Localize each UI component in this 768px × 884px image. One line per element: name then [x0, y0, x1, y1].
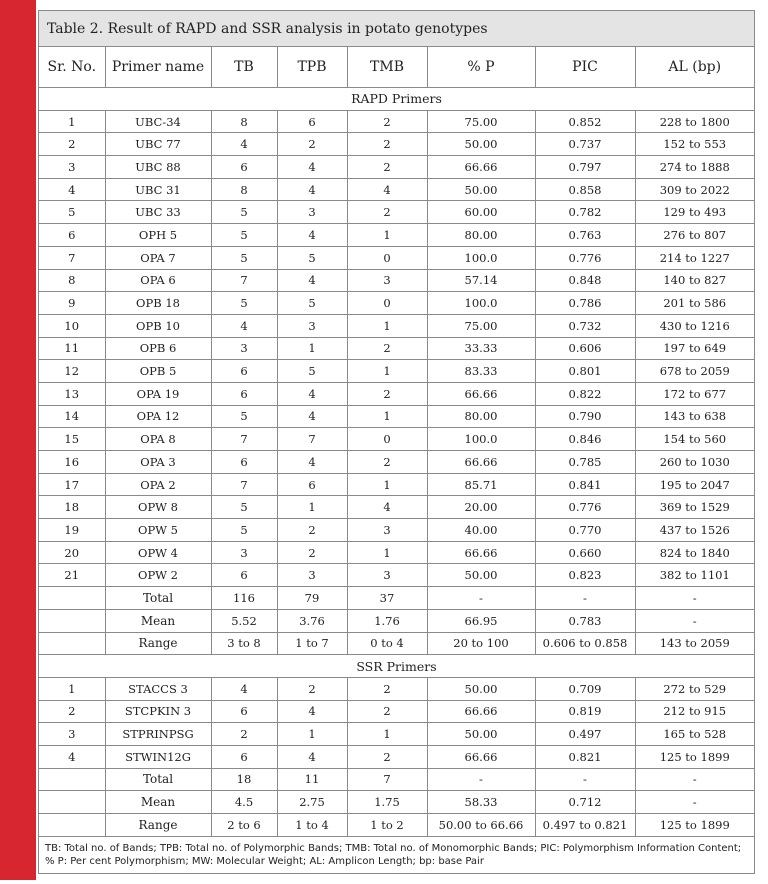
table-cell: 5	[211, 405, 277, 428]
table-cell: 20	[39, 541, 105, 564]
table-row	[39, 745, 754, 768]
table-cell: 40.00	[427, 519, 535, 542]
table-cell: 4	[277, 745, 347, 768]
table-cell: 4	[39, 178, 105, 201]
table-cell: 1	[347, 473, 427, 496]
table-cell: 1	[39, 110, 105, 133]
table-caption: Table 2. Result of RAPD and SSR analysis in potato genotypes	[39, 11, 754, 47]
table-cell: 0.786	[535, 292, 635, 315]
table-cell: 0.732	[535, 314, 635, 337]
table-cell: 7	[277, 428, 347, 451]
table-cell: 5	[277, 292, 347, 315]
summary-cell: -	[635, 609, 754, 632]
table-cell: 0.785	[535, 451, 635, 474]
table-cell: OPA 12	[105, 405, 211, 428]
summary-cell: 1 to 7	[277, 632, 347, 655]
table-cell: 5	[211, 496, 277, 519]
table-cell: 7	[211, 473, 277, 496]
summary-cell: 58.33	[427, 791, 535, 814]
table-cell: 197 to 649	[635, 337, 754, 360]
table-cell: 0.801	[535, 360, 635, 383]
summary-cell: 50.00 to 66.66	[427, 814, 535, 837]
red-accent-bar	[0, 0, 36, 880]
table-cell: 80.00	[427, 224, 535, 247]
table-cell: 5	[211, 246, 277, 269]
table-cell: 6	[211, 382, 277, 405]
table-cell: 50.00	[427, 178, 535, 201]
table-cell: 430 to 1216	[635, 314, 754, 337]
table-cell: 0.497	[535, 723, 635, 746]
table-cell: 100.0	[427, 428, 535, 451]
summary-cell: 0 to 4	[347, 632, 427, 655]
table-row	[39, 156, 754, 179]
table-cell: 50.00	[427, 723, 535, 746]
table-cell: 11	[39, 337, 105, 360]
table-cell: 3	[211, 541, 277, 564]
col-header-sr-no: Sr. No.	[39, 47, 105, 88]
table-cell: 2	[277, 677, 347, 700]
table-cell: 100.0	[427, 292, 535, 315]
table-cell: STACCS 3	[105, 677, 211, 700]
summary-label: Mean	[105, 791, 211, 814]
table-cell: 4	[277, 224, 347, 247]
table-cell: 0.660	[535, 541, 635, 564]
table-cell: 212 to 915	[635, 700, 754, 723]
table-cell: 272 to 529	[635, 677, 754, 700]
table-cell: 4	[277, 451, 347, 474]
summary-cell: 0.497 to 0.821	[535, 814, 635, 837]
table-cell: 143 to 638	[635, 405, 754, 428]
table-row	[39, 496, 754, 519]
table-cell: 17	[39, 473, 105, 496]
summary-row	[39, 814, 754, 837]
blank-cell	[39, 814, 105, 837]
table-panel	[38, 10, 755, 874]
summary-cell: 116	[211, 587, 277, 610]
table-cell: 309 to 2022	[635, 178, 754, 201]
blank-cell	[39, 791, 105, 814]
results-table	[39, 47, 754, 837]
table-row	[39, 428, 754, 451]
summary-cell: 2.75	[277, 791, 347, 814]
table-cell: 5	[211, 519, 277, 542]
summary-cell: -	[635, 587, 754, 610]
blank-cell	[39, 768, 105, 791]
summary-cell: 0.712	[535, 791, 635, 814]
table-cell: STWIN12G	[105, 745, 211, 768]
table-cell: 2	[347, 677, 427, 700]
col-header-percent-p: % P	[427, 47, 535, 88]
table-cell: 172 to 677	[635, 382, 754, 405]
summary-cell: 5.52	[211, 609, 277, 632]
table-cell: 2	[347, 156, 427, 179]
table-cell: 4	[211, 677, 277, 700]
table-cell: OPB 6	[105, 337, 211, 360]
summary-cell: -	[427, 768, 535, 791]
header-row	[39, 47, 754, 88]
table-cell: 129 to 493	[635, 201, 754, 224]
table-cell: OPW 4	[105, 541, 211, 564]
summary-cell: 37	[347, 587, 427, 610]
table-row	[39, 337, 754, 360]
summary-cell: 20 to 100	[427, 632, 535, 655]
table-row	[39, 700, 754, 723]
table-cell: 75.00	[427, 110, 535, 133]
table-cell: 4	[347, 496, 427, 519]
table-cell: 6	[211, 700, 277, 723]
table-cell: 1	[347, 541, 427, 564]
table-cell: 274 to 1888	[635, 156, 754, 179]
table-cell: 0.709	[535, 677, 635, 700]
table-cell: 66.66	[427, 700, 535, 723]
table-row	[39, 451, 754, 474]
table-cell: 0.852	[535, 110, 635, 133]
col-header-al: AL (bp)	[635, 47, 754, 88]
table-cell: 2	[277, 541, 347, 564]
table-cell: 8	[39, 269, 105, 292]
table-cell: 0.848	[535, 269, 635, 292]
table-cell: 15	[39, 428, 105, 451]
summary-cell: 0.783	[535, 609, 635, 632]
table-cell: 4	[347, 178, 427, 201]
table-row	[39, 382, 754, 405]
table-cell: 7	[39, 246, 105, 269]
table-row	[39, 201, 754, 224]
table-cell: 437 to 1526	[635, 519, 754, 542]
table-cell: 824 to 1840	[635, 541, 754, 564]
table-cell: 1	[347, 224, 427, 247]
table-cell: UBC 33	[105, 201, 211, 224]
table-cell: 6	[211, 360, 277, 383]
table-cell: 3	[347, 519, 427, 542]
col-header-tmb: TMB	[347, 47, 427, 88]
table-cell: 19	[39, 519, 105, 542]
table-cell: 5	[211, 292, 277, 315]
col-header-primer-name: Primer name	[105, 47, 211, 88]
summary-label: Total	[105, 587, 211, 610]
table-cell: 140 to 827	[635, 269, 754, 292]
table-cell: 4	[277, 156, 347, 179]
table-row	[39, 473, 754, 496]
summary-row	[39, 632, 754, 655]
table-cell: 83.33	[427, 360, 535, 383]
table-cell: 50.00	[427, 133, 535, 156]
summary-label: Range	[105, 632, 211, 655]
summary-cell: 3.76	[277, 609, 347, 632]
summary-cell: 125 to 1899	[635, 814, 754, 837]
table-cell: 12	[39, 360, 105, 383]
section-title: RAPD Primers	[39, 88, 754, 111]
table-cell: 165 to 528	[635, 723, 754, 746]
summary-cell: -	[427, 587, 535, 610]
table-cell: STCPKIN 3	[105, 700, 211, 723]
table-row	[39, 564, 754, 587]
summary-cell: -	[535, 587, 635, 610]
table-cell: 0.841	[535, 473, 635, 496]
table-cell: 80.00	[427, 405, 535, 428]
table-cell: 2	[347, 133, 427, 156]
summary-cell: 1.76	[347, 609, 427, 632]
summary-cell: 0.606 to 0.858	[535, 632, 635, 655]
table-cell: 5	[39, 201, 105, 224]
col-header-tpb: TPB	[277, 47, 347, 88]
table-cell: 6	[211, 156, 277, 179]
table-cell: 20.00	[427, 496, 535, 519]
table-cell: 4	[277, 700, 347, 723]
summary-cell: 7	[347, 768, 427, 791]
table-cell: 6	[39, 224, 105, 247]
table-cell: 66.66	[427, 451, 535, 474]
table-cell: 2	[347, 382, 427, 405]
table-cell: 9	[39, 292, 105, 315]
table-cell: OPA 2	[105, 473, 211, 496]
table-row	[39, 360, 754, 383]
table-row	[39, 178, 754, 201]
table-cell: 2	[347, 700, 427, 723]
table-cell: OPW 5	[105, 519, 211, 542]
table-cell: 2	[347, 201, 427, 224]
table-cell: 50.00	[427, 677, 535, 700]
table-cell: UBC 88	[105, 156, 211, 179]
table-cell: 2	[347, 745, 427, 768]
table-cell: 1	[277, 723, 347, 746]
table-cell: 3	[211, 337, 277, 360]
summary-row	[39, 768, 754, 791]
table-body	[39, 88, 754, 837]
table-row	[39, 269, 754, 292]
table-cell: 8	[211, 110, 277, 133]
table-cell: 5	[277, 246, 347, 269]
table-cell: 6	[277, 473, 347, 496]
table-cell: 3	[39, 156, 105, 179]
summary-cell: 1.75	[347, 791, 427, 814]
table-cell: OPH 5	[105, 224, 211, 247]
table-cell: OPA 6	[105, 269, 211, 292]
table-cell: 14	[39, 405, 105, 428]
table-row	[39, 314, 754, 337]
table-cell: 0.819	[535, 700, 635, 723]
table-cell: 1	[277, 496, 347, 519]
table-cell: 75.00	[427, 314, 535, 337]
table-cell: 0.782	[535, 201, 635, 224]
section-header-row	[39, 88, 754, 111]
table-cell: 10	[39, 314, 105, 337]
table-cell: 2	[347, 337, 427, 360]
table-cell: 0.776	[535, 496, 635, 519]
table-cell: 0.737	[535, 133, 635, 156]
table-cell: STPRINPSG	[105, 723, 211, 746]
table-row	[39, 677, 754, 700]
summary-cell: 4.5	[211, 791, 277, 814]
table-cell: 1	[39, 677, 105, 700]
table-cell: 60.00	[427, 201, 535, 224]
table-cell: 85.71	[427, 473, 535, 496]
table-cell: 0.858	[535, 178, 635, 201]
table-cell: 678 to 2059	[635, 360, 754, 383]
table-row	[39, 110, 754, 133]
table-cell: 1	[347, 723, 427, 746]
table-cell: OPA 8	[105, 428, 211, 451]
summary-row	[39, 791, 754, 814]
table-cell: 6	[211, 745, 277, 768]
summary-cell: 66.95	[427, 609, 535, 632]
table-cell: 3	[277, 201, 347, 224]
table-cell: 66.66	[427, 745, 535, 768]
table-cell: OPB 18	[105, 292, 211, 315]
table-cell: 3	[277, 564, 347, 587]
table-cell: 4	[277, 178, 347, 201]
table-cell: 2	[347, 451, 427, 474]
table-cell: 3	[277, 314, 347, 337]
table-cell: 1	[347, 314, 427, 337]
table-cell: 0.822	[535, 382, 635, 405]
table-row	[39, 723, 754, 746]
table-footnote: TB: Total no. of Bands; TPB: Total no. of Polymorphic Bands; TMB: Total no. of Monomorphic Bands; PIC: Polymorphism Information Content; % P: Per cent Polymorphism; MW: Molecular Weight; AL: Amplicon Length; bp: base Pair	[45, 842, 742, 867]
table-cell: 4	[277, 382, 347, 405]
table-cell: OPW 2	[105, 564, 211, 587]
table-cell: 369 to 1529	[635, 496, 754, 519]
table-cell: 214 to 1227	[635, 246, 754, 269]
table-cell: 6	[211, 451, 277, 474]
table-cell: 8	[211, 178, 277, 201]
table-cell: OPB 10	[105, 314, 211, 337]
section-title: SSR Primers	[39, 655, 754, 678]
table-cell: 0.606	[535, 337, 635, 360]
table-cell: OPA 3	[105, 451, 211, 474]
section-header-row	[39, 655, 754, 678]
table-cell: 7	[211, 269, 277, 292]
table-cell: 3	[347, 269, 427, 292]
table-cell: 382 to 1101	[635, 564, 754, 587]
summary-label: Range	[105, 814, 211, 837]
table-cell: 66.66	[427, 541, 535, 564]
table-cell: 260 to 1030	[635, 451, 754, 474]
summary-cell: -	[635, 768, 754, 791]
table-cell: 66.66	[427, 382, 535, 405]
table-row	[39, 292, 754, 315]
table-cell: 2	[277, 519, 347, 542]
table-cell: OPA 19	[105, 382, 211, 405]
table-row	[39, 246, 754, 269]
table-cell: 0.821	[535, 745, 635, 768]
table-cell: 4	[277, 269, 347, 292]
summary-cell: -	[635, 791, 754, 814]
table-cell: OPA 7	[105, 246, 211, 269]
table-cell: 228 to 1800	[635, 110, 754, 133]
summary-cell: 1 to 2	[347, 814, 427, 837]
table-cell: 7	[211, 428, 277, 451]
table-cell: 0.770	[535, 519, 635, 542]
table-cell: 18	[39, 496, 105, 519]
table-cell: 152 to 553	[635, 133, 754, 156]
table-row	[39, 405, 754, 428]
summary-cell: 1 to 4	[277, 814, 347, 837]
blank-cell	[39, 632, 105, 655]
table-cell: 66.66	[427, 156, 535, 179]
table-cell: 0.763	[535, 224, 635, 247]
table-cell: OPB 5	[105, 360, 211, 383]
table-row	[39, 133, 754, 156]
summary-label: Mean	[105, 609, 211, 632]
table-cell: 4	[39, 745, 105, 768]
table-cell: 5	[211, 201, 277, 224]
table-row	[39, 224, 754, 247]
table-cell: 0	[347, 428, 427, 451]
summary-cell: 11	[277, 768, 347, 791]
table-cell: 6	[211, 564, 277, 587]
blank-cell	[39, 609, 105, 632]
table-cell: 6	[277, 110, 347, 133]
table-cell: 1	[347, 360, 427, 383]
summary-cell: 18	[211, 768, 277, 791]
table-cell: 1	[347, 405, 427, 428]
summary-cell: 79	[277, 587, 347, 610]
table-cell: UBC 31	[105, 178, 211, 201]
table-cell: UBC 77	[105, 133, 211, 156]
table-cell: 154 to 560	[635, 428, 754, 451]
table-cell: 0.776	[535, 246, 635, 269]
table-cell: 3	[347, 564, 427, 587]
table-cell: 201 to 586	[635, 292, 754, 315]
table-cell: 5	[277, 360, 347, 383]
table-cell: 33.33	[427, 337, 535, 360]
col-header-pic: PIC	[535, 47, 635, 88]
table-cell: 100.0	[427, 246, 535, 269]
table-cell: 3	[39, 723, 105, 746]
table-cell: 13	[39, 382, 105, 405]
table-cell: 4	[277, 405, 347, 428]
table-cell: 2	[211, 723, 277, 746]
table-cell: 57.14	[427, 269, 535, 292]
table-cell: 0	[347, 292, 427, 315]
table-cell: 0.797	[535, 156, 635, 179]
table-row	[39, 519, 754, 542]
table-cell: 16	[39, 451, 105, 474]
table-cell: 276 to 807	[635, 224, 754, 247]
blank-cell	[39, 587, 105, 610]
table-cell: 0.823	[535, 564, 635, 587]
table-cell: 0.846	[535, 428, 635, 451]
table-cell: 4	[211, 314, 277, 337]
summary-row	[39, 609, 754, 632]
table-cell: UBC-34	[105, 110, 211, 133]
summary-cell: 3 to 8	[211, 632, 277, 655]
table-cell: 1	[277, 337, 347, 360]
table-cell: 0	[347, 246, 427, 269]
table-row	[39, 541, 754, 564]
table-cell: OPW 8	[105, 496, 211, 519]
table-cell: 2	[277, 133, 347, 156]
table-cell: 5	[211, 224, 277, 247]
table-cell: 50.00	[427, 564, 535, 587]
table-cell: 2	[39, 700, 105, 723]
col-header-tb: TB	[211, 47, 277, 88]
table-cell: 0.790	[535, 405, 635, 428]
summary-cell: 2 to 6	[211, 814, 277, 837]
table-cell: 195 to 2047	[635, 473, 754, 496]
table-cell: 4	[211, 133, 277, 156]
summary-cell: -	[535, 768, 635, 791]
table-cell: 21	[39, 564, 105, 587]
summary-label: Total	[105, 768, 211, 791]
summary-row	[39, 587, 754, 610]
table-cell: 2	[347, 110, 427, 133]
summary-cell: 143 to 2059	[635, 632, 754, 655]
table-cell: 2	[39, 133, 105, 156]
table-cell: 125 to 1899	[635, 745, 754, 768]
